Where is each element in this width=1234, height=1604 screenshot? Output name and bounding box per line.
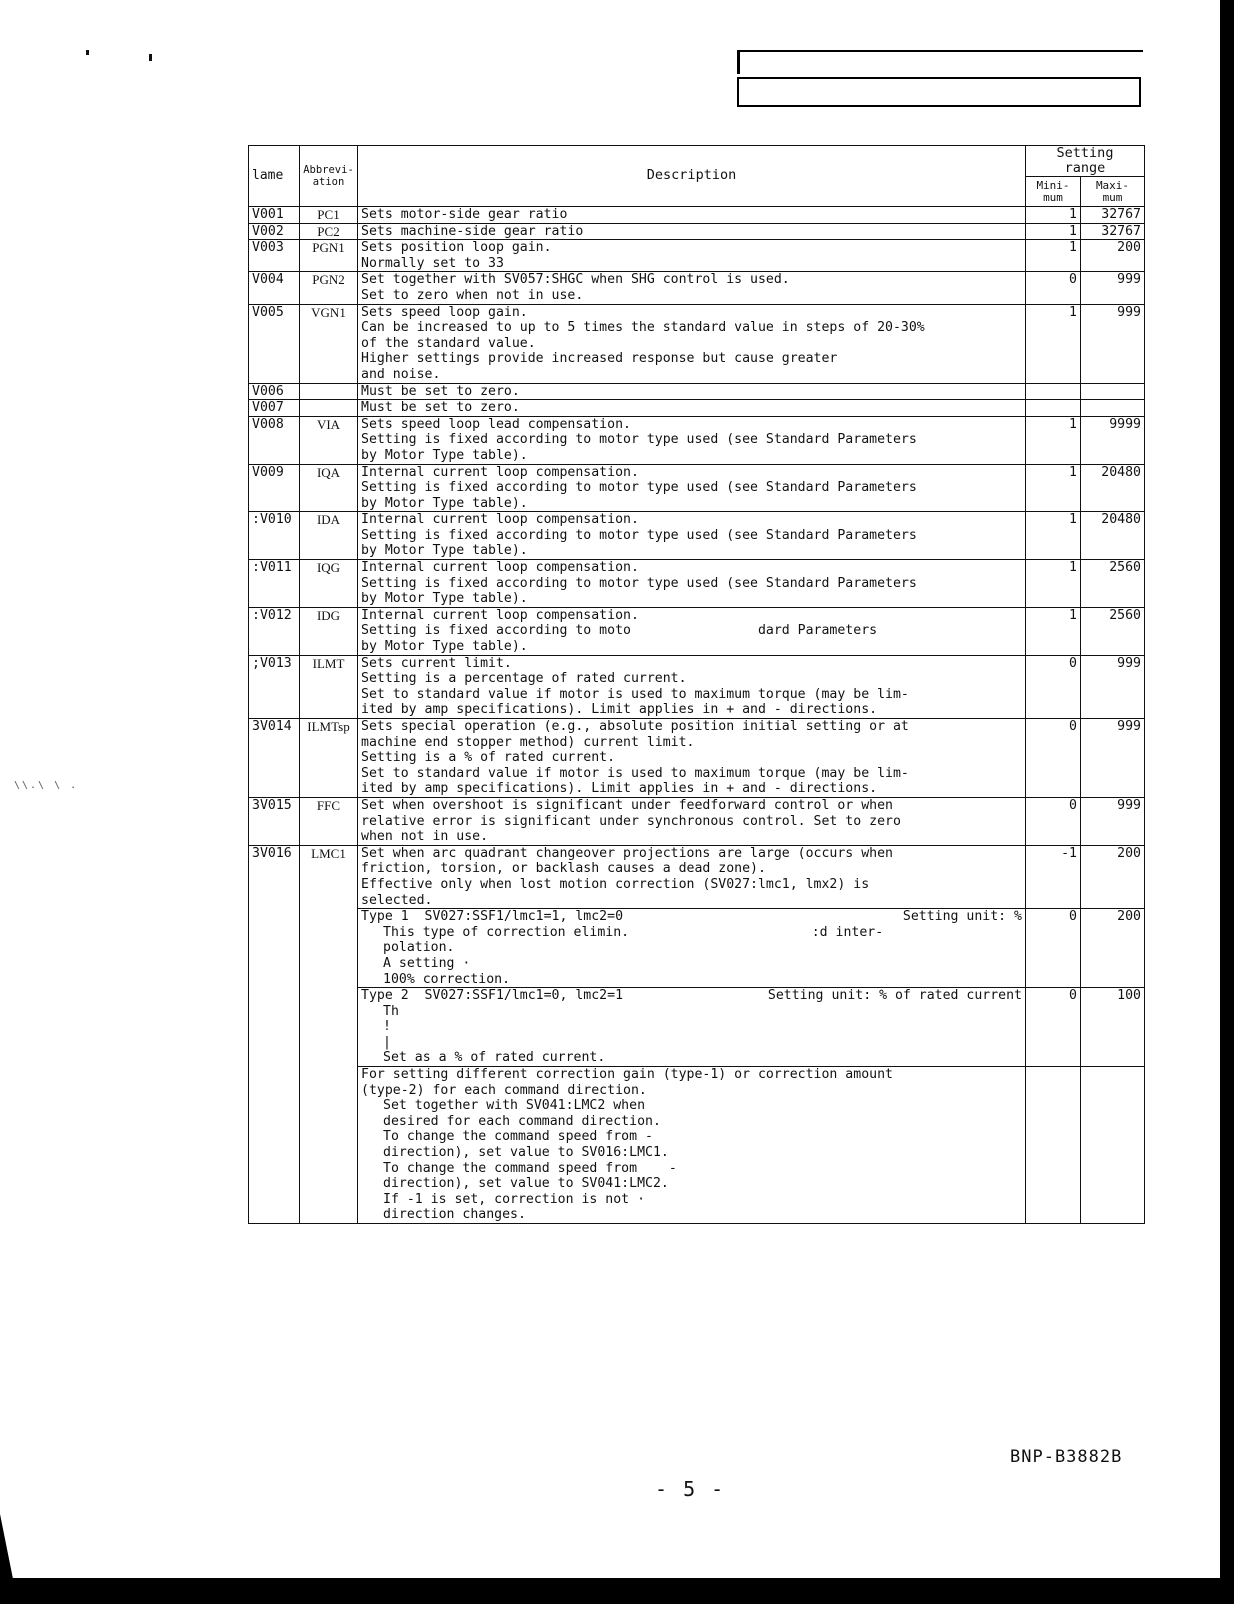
description-line: Normally set to 33 (361, 255, 504, 271)
description-line: | (383, 1034, 391, 1050)
param-abbreviation (300, 383, 358, 400)
table-row (249, 304, 1145, 383)
param-name: V001 (249, 207, 300, 224)
param-abbreviation: PGN2 (300, 272, 358, 304)
setting-minimum: 1 (1026, 304, 1081, 383)
description-line: Set together with SV041:LMC2 when (383, 1098, 646, 1114)
param-abbreviation: ILMT (300, 655, 358, 718)
setting-maximum: 100 (1081, 988, 1145, 1067)
param-abbreviation: PGN1 (300, 240, 358, 272)
correction-type-description (358, 909, 1026, 988)
param-abbreviation: PC1 (300, 207, 358, 224)
description-line: Setting is fixed according to motor type used (see Standard Parameters (361, 527, 917, 543)
param-description (358, 464, 1026, 512)
description-line: polation. (383, 940, 455, 956)
description-line: Setting is a percentage of rated current. (361, 671, 687, 687)
description-line: Sets speed loop lead compensation. (361, 416, 631, 432)
description-line: Set together with SV057:SHGC when SHG control is used. (361, 272, 790, 288)
setting-minimum: 0 (1026, 272, 1081, 304)
param-description (358, 272, 1026, 304)
param-description (358, 304, 1026, 383)
param-description (358, 845, 1026, 908)
param-description (358, 223, 1026, 240)
param-description (358, 383, 1026, 400)
correction-type-title: For setting different correction gain (type-1) or correction amount (361, 1067, 893, 1083)
scan-speck (149, 54, 152, 61)
table-row (249, 272, 1145, 304)
table-row (249, 560, 1145, 608)
setting-minimum (1026, 400, 1081, 417)
param-name: V008 (249, 416, 300, 464)
table-row (249, 607, 1145, 655)
table-row (249, 223, 1145, 240)
parameter-table (248, 145, 1145, 1224)
correction-type-description (358, 1067, 1026, 1224)
description-line: Must be set to zero. (361, 400, 520, 416)
setting-minimum: 1 (1026, 240, 1081, 272)
scan-border-bottom (0, 1578, 1234, 1604)
description-line: If -1 is set, correction is not · (383, 1191, 646, 1207)
param-description (358, 240, 1026, 272)
correction-setting-unit: Setting unit: % (902, 909, 1022, 925)
table-row (249, 797, 1145, 845)
param-abbreviation: VIA (300, 416, 358, 464)
param-abbreviation (300, 400, 358, 417)
table-row (249, 383, 1145, 400)
param-description (358, 607, 1026, 655)
correction-type-title: Type 1 SV027:SSF1/lmc1=1, lmc2=0 (361, 909, 624, 925)
setting-maximum: 999 (1081, 719, 1145, 798)
param-abbreviation: FFC (300, 797, 358, 845)
setting-maximum: 200 (1081, 909, 1145, 988)
setting-maximum (1081, 383, 1145, 400)
description-line: Higher settings provide increased response but cause greater (361, 351, 838, 367)
description-line: desired for each command direction. (383, 1113, 661, 1129)
header-name: lame (249, 146, 300, 207)
param-name: V007 (249, 400, 300, 417)
description-line: direction changes. (383, 1207, 526, 1223)
description-line: machine end stopper method) current limit. (361, 734, 695, 750)
param-name: V006 (249, 383, 300, 400)
setting-maximum: 999 (1081, 304, 1145, 383)
description-line: by Motor Type table). (361, 591, 528, 607)
description-line: Sets special operation (e.g., absolute position initial setting or at (361, 719, 909, 734)
table-row (249, 240, 1145, 272)
header-minimum: Mini- mum (1026, 177, 1081, 207)
setting-maximum: 20480 (1081, 464, 1145, 512)
description-line: To change the command speed from - (383, 1129, 653, 1145)
table-subrow (249, 988, 1145, 1067)
description-line: Setting is fixed according to motor type used (see Standard Parameters (361, 432, 917, 448)
setting-maximum: 32767 (1081, 223, 1145, 240)
description-line: This type of correction elimin. :d inter- (383, 924, 884, 940)
header-setting-range: Setting range (1026, 146, 1145, 177)
setting-maximum: 999 (1081, 655, 1145, 718)
setting-minimum: 0 (1026, 719, 1081, 798)
setting-minimum: 1 (1026, 512, 1081, 560)
param-name: 3V014 (249, 719, 300, 798)
header-description: Description (358, 146, 1026, 207)
correction-type-description (358, 988, 1026, 1067)
param-abbreviation: IQA (300, 464, 358, 512)
param-name: ;V013 (249, 655, 300, 718)
param-name: :V012 (249, 607, 300, 655)
setting-minimum: 1 (1026, 223, 1081, 240)
description-line: Setting is fixed according to motor type used (see Standard Parameters (361, 480, 917, 496)
description-line: Set to standard value if motor is used to maximum torque (may be lim- (361, 765, 909, 781)
description-line: Set as a % of rated current. (383, 1050, 606, 1066)
scan-speck (86, 50, 89, 55)
description-line: Setting is fixed according to motor type used (see Standard Parameters (361, 575, 917, 591)
table-row (249, 655, 1145, 718)
description-line: ited by amp specifications). Limit applies in + and - directions. (361, 702, 878, 718)
param-name: V005 (249, 304, 300, 383)
description-line: Set to standard value if motor is used to maximum torque (may be lim- (361, 686, 909, 702)
table-row (249, 719, 1145, 798)
param-description (358, 719, 1026, 798)
description-line: and noise. (361, 366, 441, 382)
param-description (358, 655, 1026, 718)
param-name: V009 (249, 464, 300, 512)
setting-minimum: 0 (1026, 797, 1081, 845)
table-subrow (249, 1067, 1145, 1224)
document-code: BNP-B3882B (1010, 1447, 1123, 1467)
param-description (358, 207, 1026, 224)
description-line: Internal current loop compensation. (361, 512, 639, 528)
correction-type-heading (361, 988, 1022, 1004)
description-line: by Motor Type table). (361, 639, 528, 655)
description-line: Internal current loop compensation. (361, 607, 639, 623)
setting-minimum: 1 (1026, 607, 1081, 655)
correction-setting-unit: Setting unit: % of rated current (767, 988, 1022, 1004)
header-box-upper (737, 50, 1143, 74)
description-line: Sets current limit. (361, 655, 512, 671)
description-line: Setting is fixed according to moto dard Parameters (361, 623, 878, 639)
header-box-lower (737, 77, 1141, 107)
description-line: friction, torsion, or backlash causes a dead zone). (361, 861, 766, 877)
param-name: :V010 (249, 512, 300, 560)
setting-minimum: 1 (1026, 560, 1081, 608)
description-line: Sets speed loop gain. (361, 304, 528, 320)
description-line: relative error is significant under synchronous control. Set to zero (361, 813, 901, 829)
param-abbreviation: IDA (300, 512, 358, 560)
setting-maximum: 2560 (1081, 560, 1145, 608)
param-description (358, 416, 1026, 464)
table-row (249, 512, 1145, 560)
description-line: of the standard value. (361, 335, 536, 351)
setting-maximum: 200 (1081, 845, 1145, 908)
header-maximum: Maxi- mum (1081, 177, 1145, 207)
description-line: Setting is a % of rated current. (361, 750, 616, 766)
setting-maximum (1081, 400, 1145, 417)
description-line: by Motor Type table). (361, 543, 528, 559)
description-line: To change the command speed from - (383, 1160, 677, 1176)
param-abbreviation: ILMTsp (300, 719, 358, 798)
param-name: V002 (249, 223, 300, 240)
correction-type-title: Type 2 SV027:SSF1/lmc1=0, lmc2=1 (361, 988, 624, 1004)
correction-type-heading (361, 1067, 1022, 1083)
setting-maximum (1081, 1067, 1145, 1224)
description-line: Internal current loop compensation. (361, 560, 639, 576)
description-line: 100% correction. (383, 971, 511, 987)
setting-minimum (1026, 383, 1081, 400)
description-line: when not in use. (361, 829, 489, 845)
setting-maximum: 200 (1081, 240, 1145, 272)
table-row (249, 464, 1145, 512)
param-name: :V011 (249, 560, 300, 608)
param-description (358, 560, 1026, 608)
param-description (358, 797, 1026, 845)
description-line: by Motor Type table). (361, 447, 528, 463)
param-abbreviation: IQG (300, 560, 358, 608)
description-line: Must be set to zero. (361, 383, 520, 399)
setting-minimum: 0 (1026, 909, 1081, 988)
setting-minimum: 1 (1026, 207, 1081, 224)
setting-maximum: 999 (1081, 797, 1145, 845)
param-abbreviation: VGN1 (300, 304, 358, 383)
description-line: Effective only when lost motion correction (SV027:lmc1, lmx2) is (361, 876, 870, 892)
setting-maximum: 999 (1081, 272, 1145, 304)
param-name: 3V015 (249, 797, 300, 845)
setting-maximum: 32767 (1081, 207, 1145, 224)
scan-corner-shadow (0, 1514, 14, 1584)
description-line: Internal current loop compensation. (361, 464, 639, 480)
setting-minimum: 0 (1026, 988, 1081, 1067)
description-line: Sets position loop gain. (361, 240, 552, 256)
table-row (249, 207, 1145, 224)
description-line: Can be increased to up to 5 times the standard value in steps of 20-30% (361, 320, 925, 336)
param-abbreviation: PC2 (300, 223, 358, 240)
description-line: Set when overshoot is significant under feedforward control or when (361, 797, 893, 813)
setting-maximum: 9999 (1081, 416, 1145, 464)
setting-minimum (1026, 1067, 1081, 1224)
setting-maximum: 20480 (1081, 512, 1145, 560)
description-line: (type-2) for each command direction. (361, 1082, 647, 1098)
margin-marks: \\.\ \ . (14, 780, 79, 791)
description-line: Sets motor-side gear ratio (361, 207, 568, 222)
description-line: A setting · (383, 955, 471, 971)
table-row (249, 400, 1145, 417)
header-abbreviation: Abbrevi- ation (300, 146, 358, 207)
description-line: selected. (361, 892, 433, 908)
correction-type-heading (361, 909, 1022, 925)
param-abbreviation: IDG (300, 607, 358, 655)
setting-minimum: 1 (1026, 416, 1081, 464)
setting-minimum: 1 (1026, 464, 1081, 512)
param-description (358, 400, 1026, 417)
description-line: direction), set value to SV041:LMC2. (383, 1176, 669, 1192)
param-name: V003 (249, 240, 300, 272)
param-name: 3V016 (249, 845, 300, 1223)
description-line: Set to zero when not in use. (361, 287, 584, 303)
setting-minimum: 0 (1026, 655, 1081, 718)
table-row (249, 416, 1145, 464)
description-line: Th (383, 1003, 399, 1019)
description-line: by Motor Type table). (361, 495, 528, 511)
description-line: ! (383, 1019, 391, 1035)
param-name: V004 (249, 272, 300, 304)
description-line: Sets machine-side gear ratio (361, 223, 584, 239)
param-abbreviation: LMC1 (300, 845, 358, 1223)
table-subrow (249, 909, 1145, 988)
scan-border-right (1220, 0, 1234, 1604)
description-line: Set when arc quadrant changeover projections are large (occurs when (361, 845, 893, 861)
page-number: - 5 - (655, 1477, 726, 1501)
setting-minimum: -1 (1026, 845, 1081, 908)
description-line: direction), set value to SV016:LMC1. (383, 1145, 669, 1161)
description-line: ited by amp specifications). Limit applies in + and - directions. (361, 781, 878, 797)
table-row (249, 845, 1145, 908)
parameter-rows (249, 207, 1145, 1224)
setting-maximum: 2560 (1081, 607, 1145, 655)
param-description (358, 512, 1026, 560)
